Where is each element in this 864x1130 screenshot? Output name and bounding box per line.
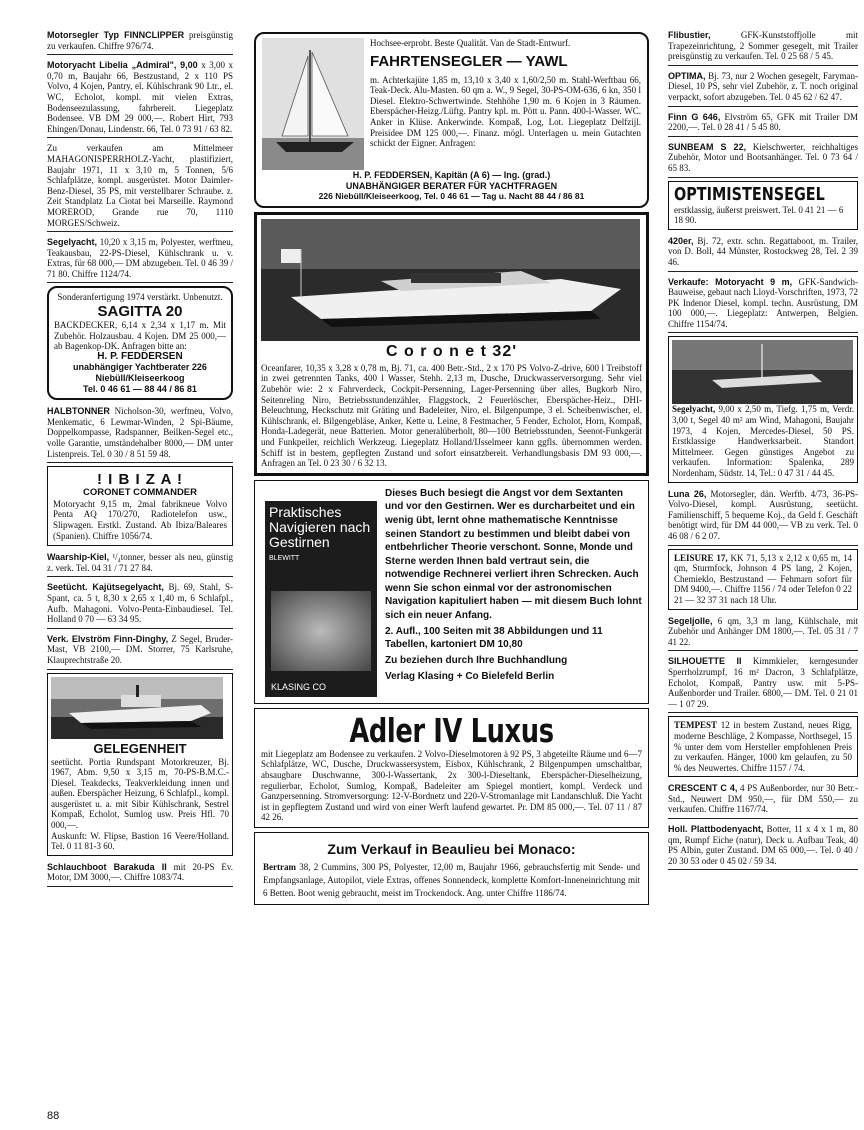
classified-ad-head: Waarship-Kiel, <box>47 552 110 563</box>
classified-ad-body: Bj. 69, Stahl, S-Spant, ca. 5 t, 8,30 x 2,65 x 1,40 m, 6 Schlafpl., Aufb. Mahagoni. Volvo-Penta-Einbaudiesel. Tel. Holland 0 70 — 63 34 95. <box>47 582 233 625</box>
classified-ad-head: Flibustier, <box>668 30 711 40</box>
left-column <box>47 28 233 890</box>
fahrten-dealer-sub: UNABHÄNGIGER BERATER FÜR YACHTFRAGEN <box>345 180 558 191</box>
classified-ad <box>668 487 858 546</box>
classified-ad-head: CRESCENT C 4, <box>668 783 738 794</box>
classified-ad <box>47 632 233 670</box>
classified-ad-body: Kimmkieler, kerngesunder Sperrholzrumpf, 16 m² Dacron, 3 Schlafplätze, Echolot, Kompaß, Pantry usw. mit 5-PS-Außenborder und Trailer. 6800,— DM. Tel. 0 21 01 — 1 07 29. <box>668 656 858 709</box>
classified-ad-body: Bj. 72, extr. schn. Regattaboot, m. Trailer, von D. Boll, 44 Münster, Rostockweg 28, Tel. 2 39 46. <box>668 235 858 267</box>
ibiza-body: Motoryacht 9,15 m, 2mal fabrikneue Volvo Penta AQ 170/270, Radiotelefon usw., Slipwagen. Erstkl. Zustand. Ab Ibiza/Baleares (Spanien). Chiffre 1056/74. <box>53 498 227 541</box>
book-cover-author: BLEWITT <box>269 554 300 562</box>
beaulieu-head: Bertram <box>263 861 296 872</box>
classified-ad-head: Verk. Elvström Finn-Dinghy, <box>47 633 169 644</box>
adler-body: mit Liegeplatz am Bodensee zu verkaufen. 2 Volvo-Dieselmotoren à 92 PS, 3 abgeteilte Räume und 6—7 Schlafplätze, WC, Dusche, Druckwassersystem, Eisbox, Kühlschrank, 2 Bilgenpumpen umschaltbar, absaugbare Duschwanne, 300-l-Wassertank, 2x 300-l-Dieseltank, Eberspächer-Dieselheizung, regulierbar, Echolot, Sumlog, Kompaß, Badeleiter am Spiegel montiert, kompl. Verdeck und Ganzpersenning. Stromversorgung: 12-V-Bordnetz und 220-V-Stromanlage mit Landanschluß. Die Yacht ist in gepflegtem Zustand und wird von einer Werft laufend gewartet. Pr. DM 85 000,—. Tel. 07 11 / 87 42 26. <box>261 748 642 823</box>
coronet-body: Oceanfarer, 10,35 x 3,28 x 0,78 m, Bj. 71, ca. 400 Betr.-Std., 2 x 170 PS Volvo-Z-drive, 600 l Treibstoff in zwei getrennten Tanks, 400 l Wasser, Stehh. 2,13 m, Dusche, Druckwasserversorgung. Sehr viel Zubehör wie: 2 x Fahrverdeck, Cockpit-Persenning, Lager-Persenning über alles, Bugkorb Niro, Seitenreling Niro, Betriebsstundenzähler, Flaggstock, 2 Feuerlöscher, Eberspächer-Heiz., DHI-Beleuchtung, Heckschutz mit Gräting und Badeleiter, Niro, el. Bilgenpumpe, 3 el. Scheibenwischer, el. Kühlschrank, el. Bilgengebläse, Anker, Kette u. Leine, 8 Festmacher, 5 Fender, Echolot, Horn, Kompaß, Honda-Ladegerät, neue Batterien. Motor generalüberholt, 80—100 Betriebsstunden, Seenot-Funkgerät und Funkpeiler, reichlich Werkzeug. Liegeplatz Holland/IJsselmeer kann ggfls. übernommen werden. Schiff ist in bestem, gepflegten Zustand und sofort einsatzbereit. Verhandlungsbasis DM 93 000,—. Anfragen an Tel. 0 23 30 / 6 32 13. <box>261 362 642 469</box>
classified-ad-head: Seetücht. Kajütsegelyacht, <box>47 582 164 593</box>
classified-ad-body: Elvström 65, GFK mit Trailer DM 2200,—. Tel. 0 28 41 / 5 45 80. <box>668 111 859 133</box>
classified-ad-head: HALBTONNER <box>47 406 110 417</box>
classified-ad-head: Schlauchboot Barakuda II <box>47 861 167 872</box>
book-order: Zu beziehen durch Ihre Buchhandlung <box>385 654 568 666</box>
right-column <box>668 28 858 873</box>
classified-list-left-3 <box>47 550 233 669</box>
classified-ad-body: Zu verkaufen am Mittelmeer MAHAGONISPERRHOLZ-Yacht, plastifiziert, Baujahr 1971, 11 x 3,10 m, 5 Tonnen, 5/6 Schlafplätze, kompl. ausgerüstet. Motor Daimler-Benz-Diesel, 35 PS, mit verstellbarer Schraube. z. Zeit Standplatz La Ciotat bei Marseille. Raymond MOREROD, Grande rue 70, 1110 MORGES/Schweiz. <box>47 143 233 228</box>
gelegenheit-ad <box>47 673 233 856</box>
fahrten-title: FAHRTENSEGLER — YAWL <box>370 52 568 70</box>
tempest-body: 12 in bestem Zustand, neues Rigg, moderne Beschläge, 2 Kompasse, Northsegel, 15 % unter dem vom Hersteller empfohlenen Preis zu verkaufen. Hänger, 1000 km gelaufen, zu 50 % des Neuwertes. Chiffre 1157 / 74. <box>674 720 853 773</box>
classified-list-right-1 <box>668 28 858 178</box>
classified-list-left-2 <box>47 404 233 463</box>
classified-ad-body: 6 qm, 3,3 m lang, Kühlschale, mit Zubehör und Anhänger DM 1800,—. Tel. 05 31 / 7 41 22. <box>668 615 859 647</box>
classified-ad-body: Nicholson-30, werftneu, Volvo, Menkematic, 6 Lewmar-Winden, 2 Spi-Bäume, Doppelkompasse, Radspanner, Beilken-Segel etc., volle Garantie, umständehalber 8000,— DM unter Listenpreis. Tel. 0 30 / 8 51 59 48. <box>47 406 233 459</box>
classified-ad-body: Z Segel, Bruder-Mast, VB 2100,— DM. Storrer, 75 Karlsruhe, Klauprechtstraße 20. <box>47 633 234 665</box>
segelyacht-photo-ad <box>668 336 858 482</box>
classified-ad-body: x 3,00 x 0,70 m, Baujahr 66, Bestzustand, 2 x 110 PS Volvo, 4 Kojen, Pantry, el. Kühlschrank 90 Ltr., el. WC, Echolot, kompl. mit vielen Extras, Bodenseezulassung, fahrbereit. Liegeplatz Bodensee. VB DM 29 000,—. Robert Hirt, 793 Ehingen/Donau, Lindenstr. 66, Tel. 0 73 91 / 63 82. <box>47 60 233 134</box>
classified-ad-head: Segeljolle, <box>668 615 713 626</box>
book-cover-title: Praktisches Navigieren nach Gestirnen <box>269 503 371 550</box>
classified-ad <box>668 275 858 334</box>
ibiza-ad <box>47 466 233 546</box>
fahrtensegler-ad <box>254 32 649 208</box>
classified-ad-body: preisgünstig zu verkaufen. Chiffre 976/74. <box>47 30 233 51</box>
book-edition: 2. Aufl., 100 Seiten mit 38 Abbildungen und 11 Tabellen, kartoniert DM 10,80 <box>385 625 603 651</box>
coronet-photo <box>261 219 640 341</box>
beaulieu-title: Zum Verkauf in Beaulieu bei Monaco: <box>327 840 576 857</box>
adler-title: Adler IV Luxus <box>349 710 554 750</box>
book-cover <box>265 501 377 697</box>
book-cover-photo <box>271 591 371 671</box>
gelegenheit-body: seetücht. Portia Rundspant Motorkreuzer, Bj. 1967, Abm. 9,50 x 3,15 m, 70-PS-B.M.C.-Diesel. Teakdecks, Teakverkleidung innen und außen. Eberspächer Heizung, 6 Schlafpl., kompl. ausgerüstet u. a. mit Sibir Kühlschrank, Sestrel Kompaß, Echolot, Sumlog usw. Preis Hfl. 70 000,—. <box>51 756 229 831</box>
classified-ad-head: Luna 26, <box>668 488 707 499</box>
sagitta-intro: Sonderanfertigung 1974 verstärkt. Unbenutzt. <box>57 292 223 303</box>
optimist-body: erstklassig, äußerst preiswert. Tel. 0 41 21 — 6 18 90. <box>674 204 844 226</box>
segelyacht-body: 9,00 x 2,50 m, Tiefg. 1,75 m, Verdr. 3,00 t, Segel 40 m² am Wind, Mahagoni, Baujahr 1973, 4 Kojen, Mercedes-Diesel, 50 PS. Erstklassige Handwerksarbeit. Standort Mittelmeer. Gegen günstiges Angebot zu verkaufen. Information: Spalenka, 289 Nordenham, Südstr. 14, Tel.: 0 47 31 / 44 45. <box>672 404 855 479</box>
classified-ad <box>668 69 858 107</box>
classified-ad <box>668 28 858 66</box>
classified-ad-body: mit 20-PS Ev. Motor, DM 3000,—. Chiffre 1083/74. <box>47 861 233 883</box>
classified-list-right-3 <box>668 487 858 546</box>
classified-ad-head: Finn G 646, <box>668 111 721 122</box>
classified-ad-body: 10,20 x 3,15 m, Polyester, werftneu, Teakausbau, 22-PS-Diesel, Kühlschrank u. v. Extras, für 68 000,— DM abzugeben. Tel. 0 46 39 / 71 80. Chiffre 1124/74. <box>47 237 233 279</box>
classified-ad-body: Botter, 11 x 4 x 1 m, 80 qm, Rumpf Eiche (natur), Deck u. Aufbau Teak, 40 PS Albin, guter Zustand. DM 65 000,—. Tel. 0 40 / 20 30 53 oder 0 45 02 / 59 34. <box>668 824 859 866</box>
classified-ad <box>47 58 233 138</box>
leisure-body: KK 71, 5,13 x 2,12 x 0,65 m, 14 qm, Sturmfock, Johnson 4 PS lang, 2 Kojen, Chemieklo, Bestzustand — Fehmarn sofort für DM 9400,—. Chiffre 1156 / 74 oder Telefon 0 22 21 — 32 37 31 nach 18 Uhr. <box>674 552 853 605</box>
gelegenheit-title: GELEGENHEIT <box>93 740 187 756</box>
sagitta-title: SAGITTA 20 <box>97 303 183 321</box>
classified-ad <box>668 781 858 819</box>
middle-column <box>254 28 649 909</box>
classified-ad-head: Holl. Plattbodenyacht, <box>668 824 764 835</box>
beaulieu-body: 38, 2 Cummins, 300 PS, Polyester, 12,00 m, Baujahr 1966, gebrauchsfertig mit Sende- und Empfangsanlage, Autopilot, viele Extras, offenes Sonnendeck, komplette Komfort-Inneneinrichtung mit 6 Betten. Boot wenig gebraucht, meist im Trockendock. Ang. unter Chiffre 1186/74. <box>263 861 641 898</box>
gelegenheit-contact: Auskunft: W. Flipse, Bastion 16 Veere/Holland. Tel. 0 11 81-3 60. <box>51 830 229 852</box>
classified-ad <box>668 822 858 870</box>
sagitta-ad <box>47 286 233 400</box>
classified-ad-body: ¹/₄tonner, besser als neu, günstig z. verk. Tel. 04 31 / 71 27 84. <box>47 552 233 573</box>
classified-ad <box>668 110 858 137</box>
classified-list-left-1 <box>47 28 233 283</box>
segelyacht-photo <box>672 340 853 404</box>
fahrten-body: m. Achterkajüte 1,85 m, 13,10 x 3,40 x 1,60/2,50 m. Stahl-Werftbau 66, Teak-Deck. Alu-Masten. 60 qm a. W., 9 Segel, 30-PS-OM-636, 6 kn, 350 l Diesel. Elektro-Schwertwinde. Stehhöhe 1,90 m. 6 Kojen in 3 Räumen. Eberspächer-Heizg./Lüftg. Pantry kpl. m. Pött u. Pann. 400-l-Wasser. WC. Anker in Klüse. Ankerwinde. Kompaß, Log, Lot. Liegeplatz Delfzijl. Preisidee DM 125 000,—. Finanz. mögl. Unterlagen u. mein Gutachten schickt der Eigner. Anfragen: <box>370 74 641 149</box>
classified-ad <box>668 654 858 713</box>
ibiza-title: ! I B I Z A ! <box>96 471 184 489</box>
leisure-ad <box>668 549 858 610</box>
sagitta-dealer-sub: unabhängiger Yachtberater 226 Niebüll/Kleiseerkoog <box>73 362 207 384</box>
classified-list-right-4 <box>668 614 858 714</box>
classified-ad <box>668 614 858 652</box>
yawl-photo <box>262 38 364 170</box>
fahrten-tel: 226 Niebüll/Kleiseerkoog, Tel. 0 46 61 — Tag u. Nacht 88 44 / 86 81 <box>318 191 585 202</box>
book-text: Dieses Buch besiegt die Angst vor dem Sextanten und vor den Gestirnen. Wer es durcharbeitet und ein wenig übt, lernt ohne mathematische Kenntnisse seinen Standort zu bestimmen und bleibt dabei von entbehrlicher Theorie verschont. Sonne, Monde und Sterne werden Ihnen bald vertraut sein, die notwendige Rechnerei verliert ihren Schrecken. Auch wenn Sie schon einmal vor der astronomischen Navigation kapituliert haben — mit diesem Buch lohnt sich ein neuer Anfang. <box>385 487 642 622</box>
classified-ad-body: GFK-Sandwich-Bauweise, gebaut nach Lloyd-Vorschriften, 1973, 72 PK Indenor Diesel, kompl. techn. Ausrüstung, DM 100 000,—. Liegeplatz: Antwerpen, Belgien. Chiffre 1154/74. <box>668 276 858 329</box>
optimist-ad <box>668 181 858 230</box>
classified-ad-head: Verkaufe: Motoryacht 9 m, <box>668 276 793 287</box>
classified-ad-body: Kielschwerter, reichhaltiges Zubehör, Motor und Bootsanhänger. Tel. 0 73 64 / 65 83. <box>668 141 858 173</box>
classified-ad-body: 4 PS Außenborder, nur 30 Betr.-Std., Neuwert DM 950,—, für DM 550,— zu verkaufen. Chiffre 1167/74. <box>668 783 859 815</box>
classified-ad <box>47 550 233 577</box>
classified-ad <box>47 404 233 463</box>
fahrten-dealer: H. P. FEDDERSEN, Kapitän (A 6) — Ing. (grad.) <box>352 170 551 180</box>
beaulieu-ad <box>254 832 649 905</box>
book-ad <box>254 480 649 704</box>
classified-ad-body: GFK-Kunststoffjolle mit Trapezeinrichtung, 2 Sommer gesegelt, mit Trailer preisgünstig zu verkaufen. Tel. 0 25 68 / 5 45. <box>668 30 858 62</box>
leisure-head: LEISURE 17, <box>674 552 728 563</box>
classified-ad-head: 420er, <box>668 235 694 246</box>
sagitta-tel: Tel. 0 46 61 — 88 44 / 86 81 <box>83 383 197 394</box>
classified-ad <box>47 860 233 887</box>
book-publisher: Verlag Klasing + Co Bielefeld Berlin <box>385 671 555 683</box>
classified-ad-body: Motorsegler, dän. Werftb. 4/73, 36-PS-Volvo-Diesel, kompl. Ausrüstung, seetücht. Familienschiff, 5 bequeme Koj., da Geld f. Geschäft benötigt wird, für DM 44 000,— VB zu verk. Tel. 0 46 08 / 6 2 07. <box>668 488 859 541</box>
classified-ad <box>668 234 858 272</box>
segelyacht-head: Segelyacht, <box>672 404 716 415</box>
coronet-title: C o r o n e t 32' <box>385 342 518 360</box>
classified-ad-head: Motoryacht Libelia „Admiral", 9,00 <box>47 60 198 71</box>
tempest-head: TEMPEST <box>674 720 718 731</box>
classified-ad-head: OPTIMA, <box>668 70 706 81</box>
fahrten-intro: Hochsee-erprobt. Beste Qualität. Van de Stadt-Entwurf. <box>370 38 571 48</box>
classified-ad-head: SUNBEAM S 22, <box>668 141 747 152</box>
classified-ad-head: SILHOUETTE II <box>668 656 742 667</box>
motor-cruiser-photo <box>51 677 223 739</box>
sagitta-dealer: H. P. FEDDERSEN <box>97 350 183 362</box>
classified-ad <box>47 28 233 55</box>
classified-ad <box>668 140 858 178</box>
tempest-ad <box>668 716 858 777</box>
classified-ad-head: Motorsegler Typ FINNCLIPPER <box>47 30 185 40</box>
classified-ad-body: Bj. 73, nur 2 Wochen gesegelt, Faryman-Diesel, 10 PS, sehr viel Zubehör, z. T. noch original verpackt, sofort abzugeben. Tel. 0 45 62 / 62 47. <box>668 70 859 102</box>
classified-ad <box>47 235 233 283</box>
adler-ad <box>254 708 649 828</box>
classified-list-right-5 <box>668 781 858 870</box>
book-cover-publisher: KLASING CO <box>271 682 327 693</box>
coronet-ad <box>254 212 649 476</box>
optimist-title: OPTIMISTENSEGEL <box>674 183 825 205</box>
classified-list-right-2 <box>668 234 858 334</box>
classified-ad-head: Segelyacht, <box>47 237 98 248</box>
page-number: 88 <box>47 1110 60 1122</box>
sagitta-body: BACKDECKER, 6,14 x 2,34 x 1,17 m. Mit Zubehör. Holzausbau. 4 Kojen. DM 25 000,— ab Bagenkop-DK. Anfragen bitte an: <box>54 320 226 352</box>
classified-ad <box>47 141 233 232</box>
classified-ad <box>47 580 233 628</box>
classified-list-left-4 <box>47 860 233 887</box>
ibiza-subtitle: CORONET COMMANDER <box>83 487 197 499</box>
